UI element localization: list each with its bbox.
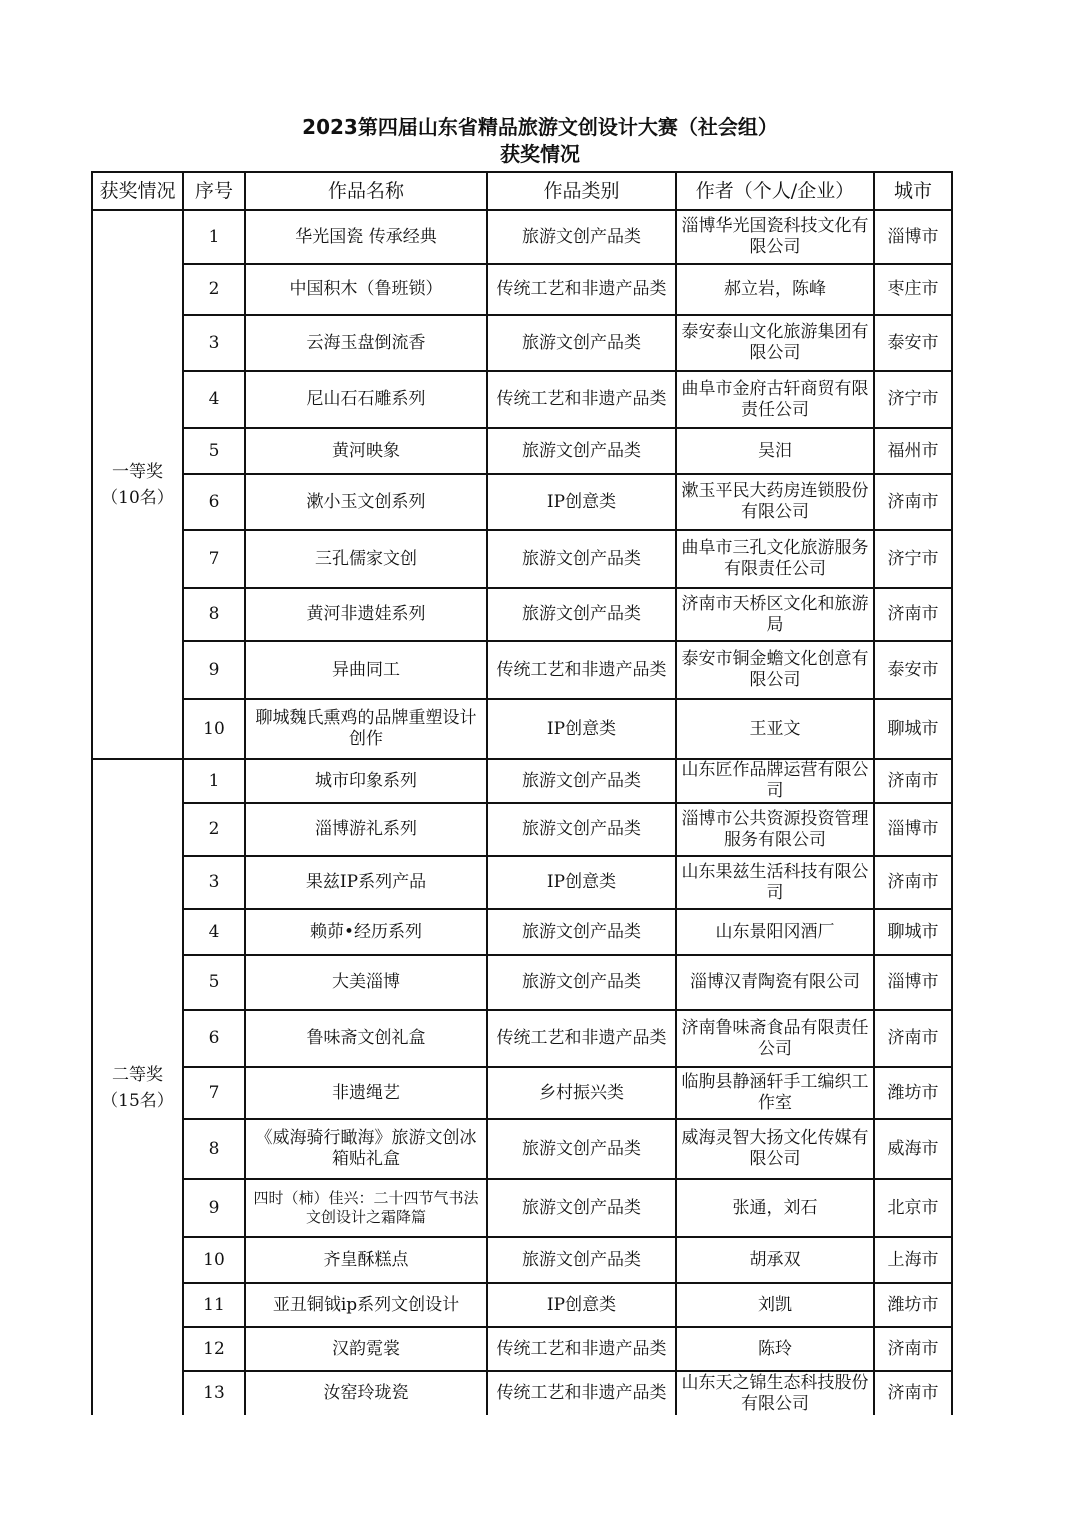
page-title: 2023第四届山东省精品旅游文创设计大赛（社会组） (302, 115, 778, 139)
city-cell: 枣庄市 (874, 264, 952, 315)
work-name-cell: 黄河映象 (245, 428, 487, 474)
table-row (92, 1371, 952, 1415)
author-cell: 淄博汉青陶瓷有限公司 (676, 955, 874, 1010)
table-row (92, 315, 952, 371)
city-cell: 潍坊市 (874, 1067, 952, 1119)
work-name-cell: 非遗绳艺 (245, 1067, 487, 1119)
author-cell: 泰安市铜金蟾文化创意有限公司 (676, 641, 874, 699)
author-cell: 曲阜市金府古轩商贸有限责任公司 (676, 371, 874, 428)
row-number-cell: 1 (183, 759, 245, 803)
work-type-cell: 旅游文创产品类 (487, 210, 676, 264)
row-number-cell: 11 (183, 1283, 245, 1327)
work-name-cell: 汉韵霓裳 (245, 1327, 487, 1371)
table-row (92, 210, 952, 264)
work-type-cell: 乡村振兴类 (487, 1067, 676, 1119)
work-name-cell: 鲁味斋文创礼盒 (245, 1010, 487, 1067)
work-name-cell: 黄河非遗娃系列 (245, 588, 487, 641)
author-cell: 威海灵智大扬文化传媒有限公司 (676, 1119, 874, 1179)
author-cell: 山东匠作品牌运营有限公司 (676, 759, 874, 803)
row-number-cell: 13 (183, 1371, 245, 1415)
work-name-cell: 淄博游礼系列 (245, 803, 487, 856)
awards-table (91, 171, 953, 1415)
work-type-cell: 旅游文创产品类 (487, 530, 676, 588)
table-row (92, 699, 952, 759)
author-cell: 郝立岩，陈峰 (676, 264, 874, 315)
author-cell: 泰安泰山文化旅游集团有限公司 (676, 315, 874, 371)
table-row (92, 530, 952, 588)
award-category-label: 二等奖 (112, 1064, 163, 1085)
table-row (92, 1010, 952, 1067)
work-type-cell: 旅游文创产品类 (487, 428, 676, 474)
work-name-cell: 齐皇酥糕点 (245, 1237, 487, 1283)
table-row (92, 588, 952, 641)
row-number-cell: 9 (183, 1179, 245, 1237)
table-row (92, 1179, 952, 1237)
work-type-cell: 旅游文创产品类 (487, 955, 676, 1010)
city-cell: 济南市 (874, 1371, 952, 1415)
row-number-cell: 4 (183, 371, 245, 428)
work-name-cell: 四时（柿）佳兴：二十四节气书法文创设计之霜降篇 (245, 1179, 487, 1237)
author-cell: 张通，刘石 (676, 1179, 874, 1237)
work-name-cell: 城市印象系列 (245, 759, 487, 803)
table-header-row (92, 172, 952, 210)
award-count-label: （10名） (101, 487, 174, 508)
row-number-cell: 12 (183, 1327, 245, 1371)
author-cell: 山东果兹生活科技有限公司 (676, 856, 874, 909)
work-type-cell: 旅游文创产品类 (487, 588, 676, 641)
author-cell: 济南市天桥区文化和旅游局 (676, 588, 874, 641)
work-type-cell: 旅游文创产品类 (487, 315, 676, 371)
header-author: 作者（个人/企业） (676, 172, 874, 210)
city-cell: 淄博市 (874, 803, 952, 856)
table-row (92, 371, 952, 428)
row-number-cell: 7 (183, 530, 245, 588)
row-number-cell: 10 (183, 699, 245, 759)
header-work-type: 作品类别 (487, 172, 676, 210)
row-number-cell: 6 (183, 474, 245, 530)
table-row (92, 428, 952, 474)
author-cell: 淄博华光国瓷科技文化有限公司 (676, 210, 874, 264)
work-name-cell: 赖茆•经历系列 (245, 909, 487, 955)
work-name-cell: 汝窑玲珑瓷 (245, 1371, 487, 1415)
city-cell: 威海市 (874, 1119, 952, 1179)
author-cell: 济南鲁味斋食品有限责任公司 (676, 1010, 874, 1067)
award-category-cell (92, 759, 183, 1415)
table-row (92, 641, 952, 699)
author-cell: 曲阜市三孔文化旅游服务有限责任公司 (676, 530, 874, 588)
author-cell: 刘凯 (676, 1283, 874, 1327)
row-number-cell: 5 (183, 955, 245, 1010)
award-category-label: 一等奖 (112, 461, 163, 482)
row-number-cell: 6 (183, 1010, 245, 1067)
table-row (92, 909, 952, 955)
row-number-cell: 2 (183, 264, 245, 315)
work-type-cell: IP创意类 (487, 474, 676, 530)
row-number-cell: 2 (183, 803, 245, 856)
city-cell: 潍坊市 (874, 1283, 952, 1327)
city-cell: 北京市 (874, 1179, 952, 1237)
author-cell: 胡承双 (676, 1237, 874, 1283)
header-number: 序号 (183, 172, 245, 210)
header-award: 获奖情况 (92, 172, 183, 210)
table-row (92, 856, 952, 909)
city-cell: 济宁市 (874, 371, 952, 428)
work-name-cell: 亚丑铜钺ip系列文创设计 (245, 1283, 487, 1327)
table-row (92, 955, 952, 1010)
table-row (92, 474, 952, 530)
work-type-cell: 传统工艺和非遗产品类 (487, 1371, 676, 1415)
table-row (92, 264, 952, 315)
work-name-cell: 中国积木（鲁班锁） (245, 264, 487, 315)
work-type-cell: IP创意类 (487, 856, 676, 909)
city-cell: 聊城市 (874, 699, 952, 759)
work-type-cell: IP创意类 (487, 699, 676, 759)
work-name-cell: 尼山石石雕系列 (245, 371, 487, 428)
row-number-cell: 5 (183, 428, 245, 474)
row-number-cell: 8 (183, 1119, 245, 1179)
author-cell: 山东景阳冈酒厂 (676, 909, 874, 955)
row-number-cell: 3 (183, 315, 245, 371)
work-name-cell: 异曲同工 (245, 641, 487, 699)
work-name-cell: 《威海骑行瞰海》旅游文创冰箱贴礼盒 (245, 1119, 487, 1179)
row-number-cell: 7 (183, 1067, 245, 1119)
header-city: 城市 (874, 172, 952, 210)
author-cell: 淄博市公共资源投资管理服务有限公司 (676, 803, 874, 856)
city-cell: 淄博市 (874, 210, 952, 264)
city-cell: 聊城市 (874, 909, 952, 955)
page-subtitle: 获奖情况 (500, 142, 580, 166)
work-name-cell: 大美淄博 (245, 955, 487, 1010)
table-row (92, 1327, 952, 1371)
work-type-cell: 传统工艺和非遗产品类 (487, 264, 676, 315)
work-type-cell: 旅游文创产品类 (487, 1119, 676, 1179)
row-number-cell: 4 (183, 909, 245, 955)
author-cell: 临朐县静涵轩手工编织工作室 (676, 1067, 874, 1119)
work-type-cell: 传统工艺和非遗产品类 (487, 1327, 676, 1371)
work-name-cell: 漱小玉文创系列 (245, 474, 487, 530)
city-cell: 济南市 (874, 856, 952, 909)
city-cell: 泰安市 (874, 641, 952, 699)
author-cell: 山东天之锦生态科技股份有限公司 (676, 1371, 874, 1415)
row-number-cell: 10 (183, 1237, 245, 1283)
city-cell: 上海市 (874, 1237, 952, 1283)
work-type-cell: IP创意类 (487, 1283, 676, 1327)
table-row (92, 1237, 952, 1283)
award-category-cell (92, 210, 183, 759)
table-row (92, 1119, 952, 1179)
work-type-cell: 传统工艺和非遗产品类 (487, 641, 676, 699)
work-type-cell: 旅游文创产品类 (487, 1237, 676, 1283)
work-name-cell: 三孔儒家文创 (245, 530, 487, 588)
city-cell: 济南市 (874, 1327, 952, 1371)
work-name-cell: 云海玉盘倒流香 (245, 315, 487, 371)
row-number-cell: 1 (183, 210, 245, 264)
author-cell: 漱玉平民大药房连锁股份有限公司 (676, 474, 874, 530)
table-row (92, 759, 952, 803)
city-cell: 济南市 (874, 1010, 952, 1067)
city-cell: 福州市 (874, 428, 952, 474)
work-type-cell: 传统工艺和非遗产品类 (487, 371, 676, 428)
work-type-cell: 旅游文创产品类 (487, 803, 676, 856)
city-cell: 淄博市 (874, 955, 952, 1010)
city-cell: 泰安市 (874, 315, 952, 371)
work-type-cell: 传统工艺和非遗产品类 (487, 1010, 676, 1067)
author-cell: 吴汨 (676, 428, 874, 474)
table-row (92, 1067, 952, 1119)
table-row (92, 803, 952, 856)
work-type-cell: 旅游文创产品类 (487, 909, 676, 955)
work-type-cell: 旅游文创产品类 (487, 759, 676, 803)
work-name-cell: 聊城魏氏熏鸡的品牌重塑设计创作 (245, 699, 487, 759)
work-name-cell: 华光国瓷 传承经典 (245, 210, 487, 264)
city-cell: 济宁市 (874, 530, 952, 588)
row-number-cell: 9 (183, 641, 245, 699)
header-work-name: 作品名称 (245, 172, 487, 210)
work-type-cell: 旅游文创产品类 (487, 1179, 676, 1237)
city-cell: 济南市 (874, 588, 952, 641)
row-number-cell: 8 (183, 588, 245, 641)
row-number-cell: 3 (183, 856, 245, 909)
author-cell: 陈玲 (676, 1327, 874, 1371)
city-cell: 济南市 (874, 759, 952, 803)
table-row (92, 1283, 952, 1327)
award-count-label: （15名） (101, 1090, 174, 1111)
work-name-cell: 果兹IP系列产品 (245, 856, 487, 909)
city-cell: 济南市 (874, 474, 952, 530)
author-cell: 王亚文 (676, 699, 874, 759)
